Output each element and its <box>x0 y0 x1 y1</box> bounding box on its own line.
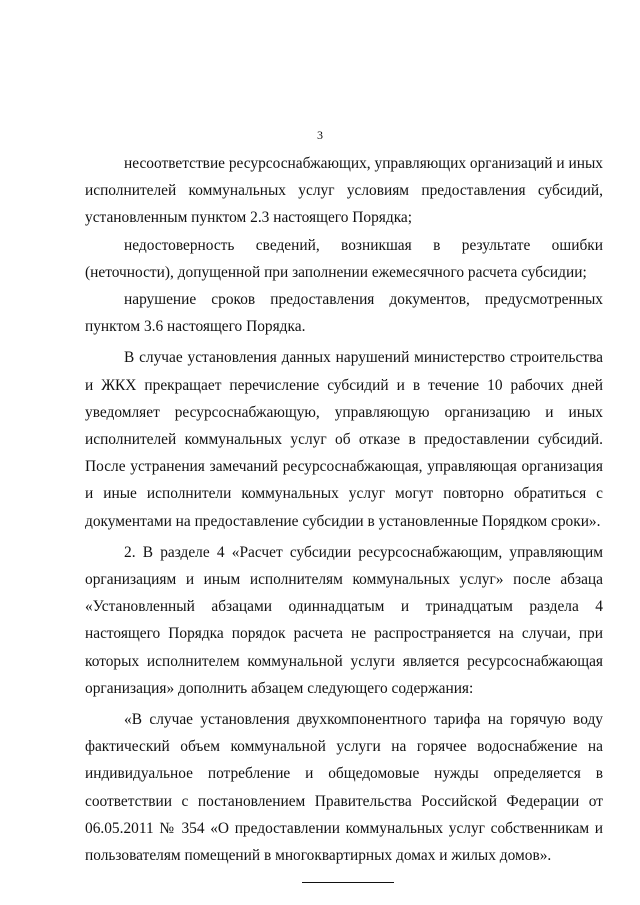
paragraph-deadline-violation: нарушение сроков предоставления документов, предусмотренных пунктом 3.6 настоящего Порядка. <box>85 291 603 336</box>
paragraph-noncompliance: несоответствие ресурсоснабжающих, управляющих организаций и иных исполнителей коммунальных услуг условиям предоставления субсидий, установленным пунктом 2.3 настоящего Порядка; <box>85 155 603 227</box>
paragraph-two-component-tariff: «В случае установления двухкомпонентного тарифа на горячую воду фактический объем коммунальной услуги на горячее водоснабжение на индивидуальное потребление и общедомовые нужды определяется в соответствии с постановлением Правительства Российской Федерации от 06.05.2011 № 354 «О предоставлении коммунальных услуг собственникам и пользователям помещений в многоквартирных домах и жилых домов». <box>85 711 603 865</box>
document-body <box>85 150 603 869</box>
page-number: 3 <box>317 128 323 142</box>
footer-divider <box>302 882 394 883</box>
paragraph-section-4-amendment: 2. В разделе 4 «Расчет субсидии ресурсоснабжающим, управляющим организациям и иным исполнителям коммунальных услуг» после абзаца «Установленный абзацами одиннадцатым и тринадцатым раздела 4 настоящего Порядка порядок расчета не распространяется на случаи, при которых исполнителем коммунальной услуги является ресурсоснабжающая организация» дополнить абзацем следующего содержания: <box>85 543 603 697</box>
paragraph-unreliable-data: недостоверность сведений, возникшая в результате ошибки (неточности), допущенной при заполнении ежемесячного расчета субсидии; <box>85 236 603 281</box>
paragraph-violation-consequences: В случае установления данных нарушений министерство строительства и ЖКХ прекращает перечисление субсидий и в течение 10 рабочих дней уведомляет ресурсоснабжающую, управляющую организацию и иных исполнителей коммунальных услуг об отказе в предоставлении субсидий. После устранения замечаний ресурсоснабжающая, управляющая организация и иные исполнители коммунальных услуг могут повторно обратиться с документами на предоставление субсидии в установленные Порядком сроки». <box>85 349 603 530</box>
